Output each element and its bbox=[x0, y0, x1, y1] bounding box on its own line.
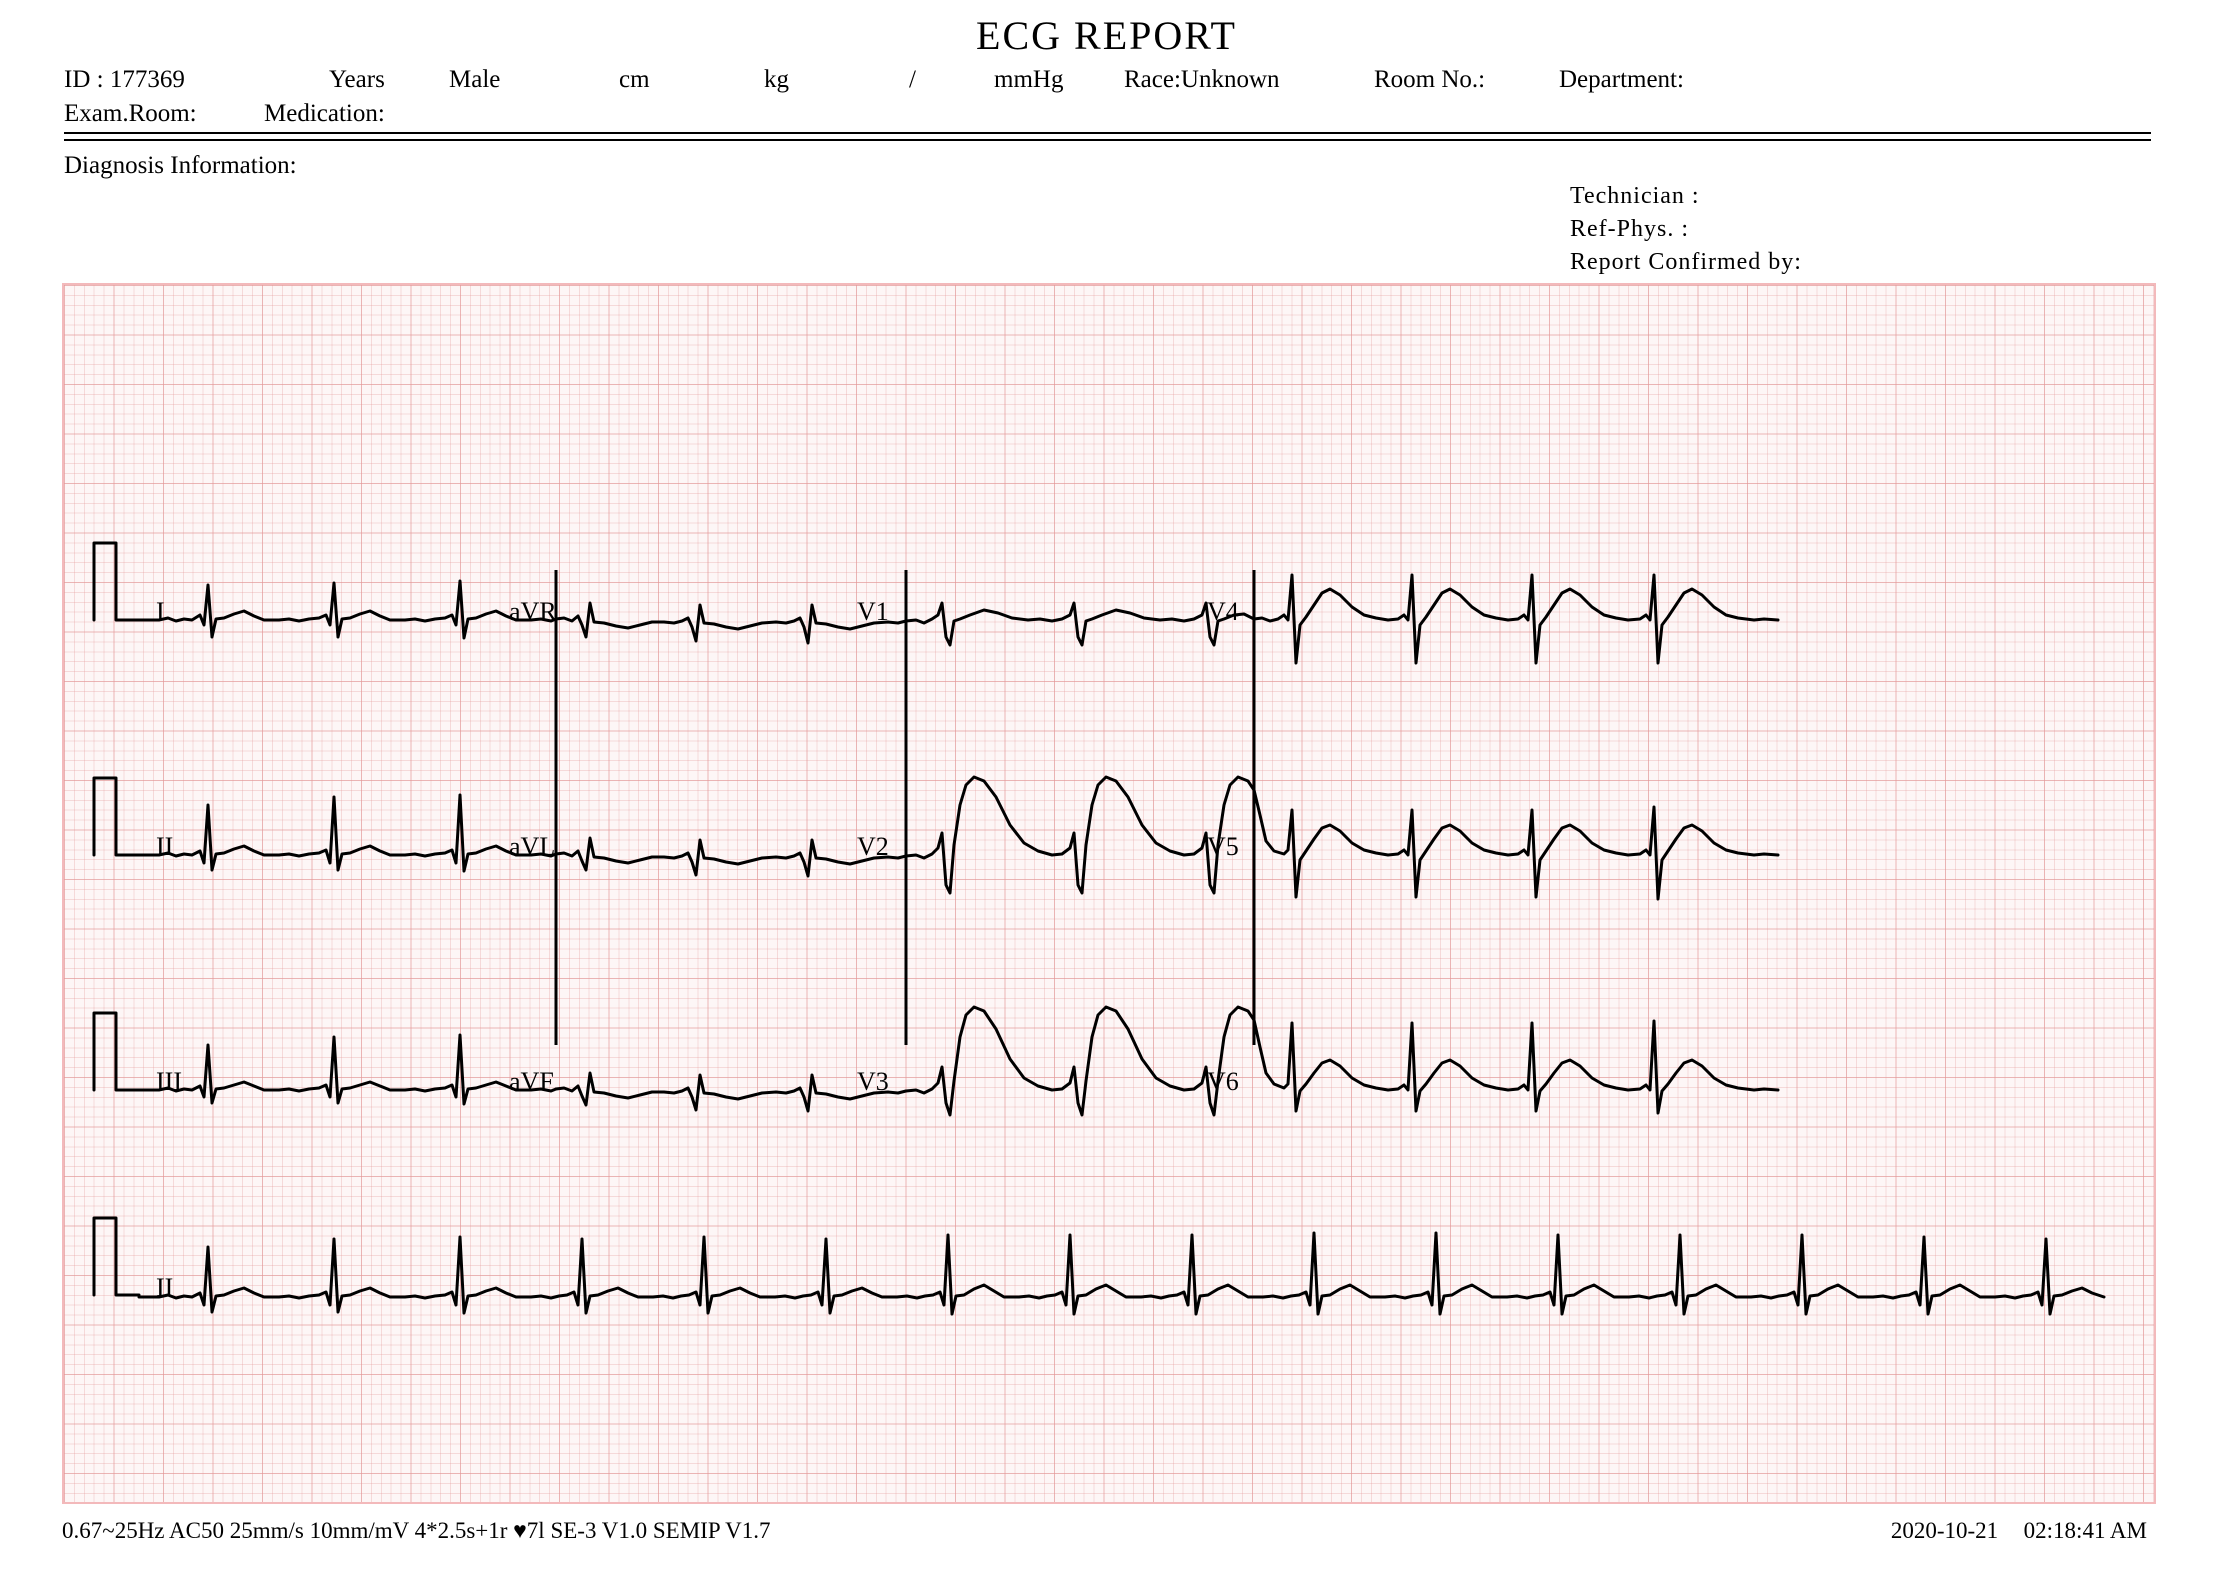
page-title: ECG REPORT bbox=[976, 13, 1237, 58]
ecg-traces bbox=[64, 285, 2154, 1502]
trace-lead-V5 bbox=[1254, 790, 1778, 899]
header-divider-bottom bbox=[64, 139, 2151, 141]
cal-pulse-row2 bbox=[94, 778, 139, 855]
trace-lead-V4 bbox=[1254, 575, 1778, 663]
trace-lead-III bbox=[139, 1035, 556, 1104]
lead-label-V1: V1 bbox=[857, 597, 889, 626]
recording-parameters: 0.67~25Hz AC50 25mm/s 10mm/mV 4*2.5s+1r ♥7l SE-3 V1.0 SEMIP V1.7 bbox=[62, 1518, 771, 1543]
cal-pulse-row3 bbox=[94, 1013, 139, 1090]
cal-pulse-row4 bbox=[94, 1218, 139, 1295]
bp-unit: mmHg bbox=[994, 66, 1064, 93]
ref-physician-line: Ref-Phys. : bbox=[1570, 216, 1689, 242]
signature-block bbox=[1570, 180, 1802, 279]
department: Department: bbox=[1559, 66, 1684, 93]
trace-lead-V6 bbox=[1254, 1020, 1778, 1113]
trace-lead-aVL bbox=[556, 838, 906, 876]
recording-date: 2020-10-21 bbox=[1890, 1518, 1999, 1543]
trace-lead-I bbox=[139, 581, 556, 638]
trace-lead-V1 bbox=[906, 603, 1254, 645]
report-confirmed-line: Report Confirmed by: bbox=[1570, 249, 1802, 275]
ecg-grid bbox=[62, 283, 2156, 1504]
lead-label-I: I bbox=[156, 597, 165, 626]
patient-weight: kg bbox=[764, 66, 789, 93]
room-number: Room No.: bbox=[1374, 66, 1486, 93]
lead-label-V2: V2 bbox=[857, 832, 889, 861]
lead-label-V3: V3 bbox=[857, 1067, 889, 1096]
lead-label-V6: V6 bbox=[1207, 1067, 1239, 1096]
patient-id: ID : 177369 bbox=[64, 66, 185, 93]
lead-label-III: III bbox=[156, 1067, 182, 1096]
trace-rhythm-II bbox=[139, 1233, 2104, 1314]
diagnosis-label: Diagnosis Information: bbox=[64, 152, 297, 179]
cal-pulse-row1 bbox=[94, 543, 139, 620]
patient-sex: Male bbox=[449, 66, 501, 93]
lead-label-aVF: aVF bbox=[509, 1067, 554, 1096]
technician-line: Technician : bbox=[1570, 183, 1700, 209]
bp-separator: / bbox=[909, 66, 916, 93]
trace-lead-II bbox=[139, 795, 556, 871]
lead-label-aVL: aVL bbox=[509, 832, 556, 861]
patient-age: Years bbox=[329, 66, 385, 93]
patient-height: cm bbox=[619, 66, 650, 93]
medication: Medication: bbox=[264, 100, 385, 127]
trace-lead-aVF bbox=[556, 1073, 906, 1111]
recording-timestamp bbox=[1891, 1518, 2147, 1544]
exam-room: Exam.Room: bbox=[64, 100, 197, 127]
recording-time: 02:18:41 AM bbox=[2023, 1518, 2147, 1543]
trace-lead-V2 bbox=[906, 777, 1254, 893]
lead-label-II: II bbox=[156, 832, 174, 861]
trace-lead-aVR bbox=[556, 603, 906, 643]
lead-label-V4: V4 bbox=[1207, 597, 1239, 626]
lead-label-rhythm-II: II bbox=[156, 1273, 174, 1302]
lead-label-aVR: aVR bbox=[509, 597, 557, 626]
patient-race: Race:Unknown bbox=[1124, 66, 1280, 93]
lead-label-V5: V5 bbox=[1207, 832, 1239, 861]
trace-lead-V3 bbox=[906, 1007, 1254, 1115]
header-divider-top bbox=[64, 132, 2151, 134]
